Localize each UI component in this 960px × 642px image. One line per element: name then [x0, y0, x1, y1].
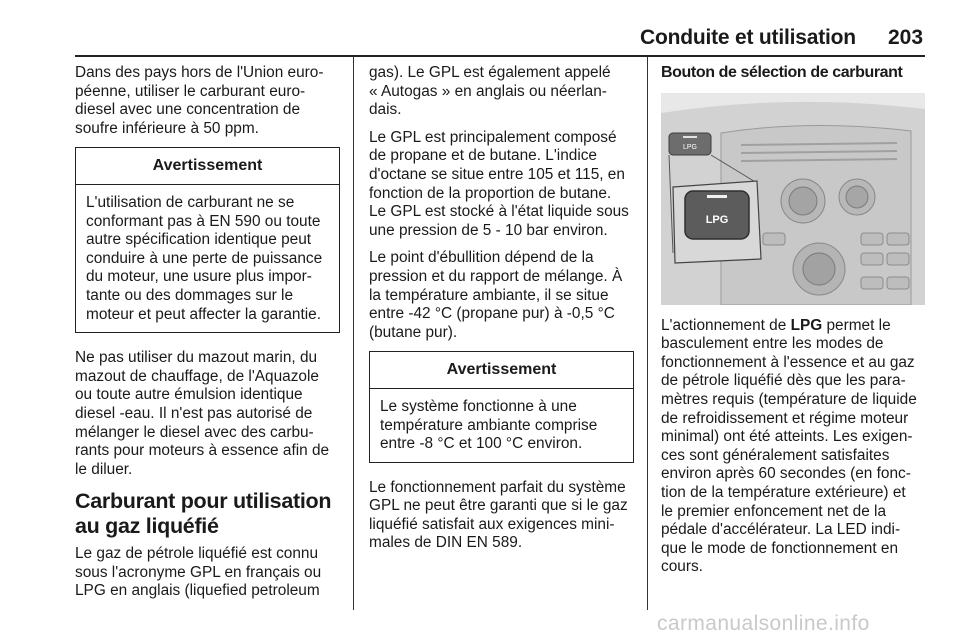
- warning-box-temperature: [369, 351, 634, 462]
- page-number: 203: [888, 26, 924, 49]
- warning-box-diesel: [75, 147, 340, 333]
- column-1: [75, 64, 340, 610]
- warning-text: Le système fonctionne à une température ambiante comprise entre -8 °C et 100 °C environ.: [380, 397, 598, 453]
- lpg-button-figure: [661, 93, 925, 305]
- lpg-text-after: permet le basculement entre les modes de fonctionnement à l'essence et au gaz de pétrole liquéfié dès que les para- mètres requis (température de liquide de refroidissement et régime moteur minimal) ont été atteints. Les exigen- ces sont généralement satisfaites environ après 60 secondes (en fonc- tion de la température extérieure) et le premier enfoncement net de la pédale d'accélérateur. La LED indi- que le mode de fonctionnement en cours.: [661, 316, 917, 576]
- lpg-button-reference: LPG: [790, 316, 823, 334]
- column-divider-1: [353, 57, 354, 610]
- warning-title: Avertissement: [370, 352, 633, 389]
- small-lpg-label: LPG: [682, 143, 698, 151]
- header-title: Conduite et utilisation: [640, 26, 856, 49]
- lpg-operation-paragraph: [661, 317, 927, 577]
- intro-paragraph: Dans des pays hors de l'Union euro- péenne, utiliser le carburant euro- diesel avec une concentration de soufre inférieure à 50 ppm.: [75, 64, 324, 137]
- header-rule: [75, 55, 925, 57]
- lpg-composition-paragraph: Le GPL est principalement composé de propane et de butane. L'indice d'octane se situe entre 105 et 115, en fonction de la proportion de butane. Le GPL est stocké à l'état liquide sous une pression de 5 - 10 bar environ.: [369, 128, 629, 239]
- column-divider-2: [647, 57, 648, 610]
- lpg-standard-paragraph: Le fonctionnement parfait du système GPL ne peut être garanti que si le gaz liquéfié satisfait aux exigences mini- males de DIN EN 589.: [369, 478, 628, 552]
- dashboard-illustration: [661, 93, 925, 305]
- column-3: [661, 64, 927, 586]
- lpg-intro-paragraph: Le gaz de pétrole liquéfié est connu sous l'acronyme GPL en français ou LPG en anglais (liquefied petroleum: [75, 545, 322, 600]
- column-2: [369, 64, 634, 562]
- large-lpg-label: LPG: [705, 213, 729, 226]
- warning-title: Avertissement: [76, 148, 339, 185]
- lpg-boiling-paragraph: Le point d'ébullition dépend de la pression et du rapport de mélange. À la température ambiante, il se situe entre -42 °C (propane pur) à -0,5 °C (butane pur).: [369, 249, 623, 341]
- fuel-selector-heading: Bouton de sélection de carburant: [661, 64, 903, 81]
- warning-text: L'utilisation de carburant ne se conformant pas à EN 590 ou toute autre spécification identique peut conduire à une perte de puissance du moteur, une usure plus impor- tante ou des dommages sur le moteur et peut affecter la garantie.: [86, 193, 323, 323]
- section-heading-lpg: Carburant pour utilisation au gaz liquéfié: [75, 489, 332, 539]
- watermark: carmanualsonline.info: [657, 612, 870, 635]
- diesel-paragraph: Ne pas utiliser du mazout marin, du mazout de chauffage, de l'Aquazole ou toute autre émulsion identique diesel -eau. Il n'est pas autorisé de mélanger le diesel avec des carbu- rants pour moteurs à essence afin de le diluer.: [75, 349, 330, 478]
- lpg-text-before: L'actionnement de: [661, 316, 791, 334]
- lpg-autogas-paragraph: gas). Le GPL est également appelé « Autogas » en anglais ou néerlan- dais.: [369, 64, 611, 119]
